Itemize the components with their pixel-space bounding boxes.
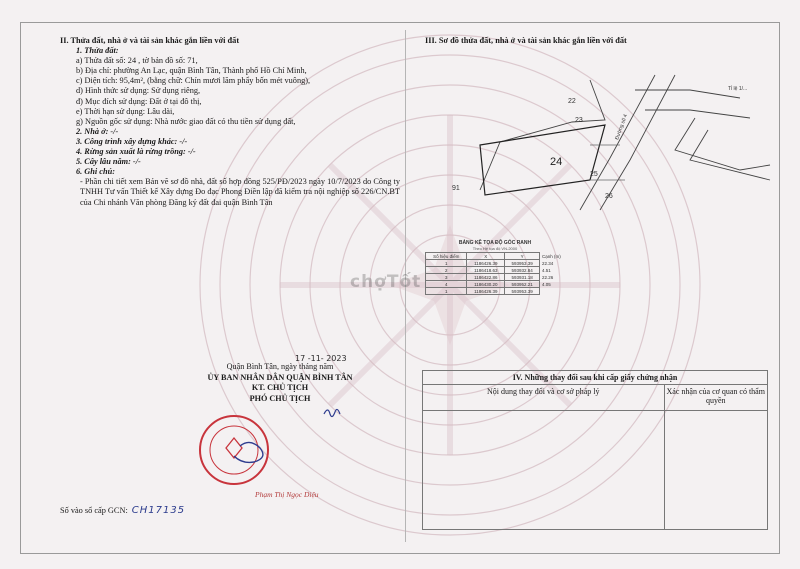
on-behalf-label: KT. CHỦ TỊCH: [251, 383, 309, 393]
table-row: 1 1186426.39 593953.39: [426, 288, 565, 295]
register-number: [60, 505, 185, 516]
changes-col-content: Nội dung thay đổi và cơ sở pháp lý: [423, 385, 665, 411]
handwritten-initial: [322, 404, 342, 420]
line-address: b) Địa chỉ: phường An Lạc, quận Bình Tân, Thành phố Hồ Chí Minh,: [76, 66, 307, 76]
col-point: Số hiệu điểm: [426, 253, 467, 260]
line-use-form: d) Hình thức sử dụng: Sử dụng riêng,: [76, 86, 201, 96]
item-3-label: 3. Công trình xây dựng khác: -/-: [76, 136, 188, 146]
signer-name: Phạm Thị Ngọc Diệu: [255, 490, 319, 499]
item-1-label: 1. Thửa đất:: [76, 46, 119, 56]
road-label-te: Tỉ lệ 1/...: [728, 86, 748, 92]
coordinate-table: [425, 240, 565, 295]
table-row: 2 1186418.63 593932.84 4.51: [426, 267, 565, 274]
changes-empty-authority: [664, 411, 768, 530]
line-use-origin: g) Nguồn gốc sử dụng: Nhà nước giao đất có thu tiền sử dụng đất,: [76, 116, 296, 126]
chotot-watermark: chợTốt: [350, 272, 422, 292]
official-red-seal: [196, 408, 276, 490]
parcel-label-91: 91: [452, 185, 460, 192]
changes-col-authority: Xác nhận của cơ quan có thẩm quyền: [664, 385, 768, 411]
section-iv-title: IV. Những thay đổi sau khi cấp giấy chứng nhận: [423, 371, 768, 385]
col-x: X: [467, 253, 505, 260]
notes-text: - Phần chi tiết xem Bản vẽ sơ đồ nhà, đất số hợp đồng 525/PĐ/2023 ngày 10/7/2023 do Công ty TNHH Tư vấn Thiết kế Xây dựng Đo đạc Phong Điền lập đã kiểm tra nội nghiệp số 226/CN.BT của Chi nhánh Văn phòng Đăng ký đất đai quận Bình Tân: [80, 177, 400, 207]
section-iii-title: III. Sơ đồ thửa đất, nhà ở và tài sản khác gắn liền với đất: [425, 36, 627, 45]
item-4-label: 4. Rừng sản xuất là rừng trồng: -/-: [76, 147, 196, 157]
table-row: 1 1186426.39 593953.39 22.34: [426, 260, 565, 267]
parcel-label-25: 25: [590, 171, 598, 178]
parcel-label-23: 23: [575, 117, 583, 124]
line-use-purpose: đ) Mục đích sử dụng: Đất ở tại đô thị,: [76, 96, 202, 106]
signer-title: PHÓ CHỦ TỊCH: [249, 393, 311, 403]
place-date-line: Quận Bình Tân, ngày tháng năm: [226, 362, 334, 371]
parcel-sketch-map: [440, 70, 775, 235]
coordinate-table-title: BẢNG KÊ TỌA ĐỘ GÓC RANH: [458, 240, 532, 246]
handwritten-date: 17 -11- 2023: [295, 354, 347, 363]
line-use-term: e) Thời hạn sử dụng: Lâu dài,: [76, 106, 175, 116]
issuing-authority: ỦY BAN NHÂN DÂN QUẬN BÌNH TÂN: [207, 372, 353, 382]
item-2-label: 2. Nhà ở: -/-: [76, 126, 119, 136]
changes-table: [422, 370, 768, 530]
table-row: 4 1186430.20 593952.21 4.05: [426, 281, 565, 288]
item-5-label: 5. Cây lâu năm: -/-: [76, 157, 141, 167]
coordinate-table-subtitle: Theo Hệ tọa độ VN-2000: [472, 246, 518, 251]
left-column: [60, 36, 400, 208]
line-parcel-number: a) Thửa đất số: 24 , tờ bản đồ số: 71,: [76, 56, 198, 66]
changes-empty-content: [423, 411, 665, 530]
road-label-street: Đường số 4: [614, 113, 629, 141]
section-ii-title: II. Thửa đất, nhà ở và tài sản khác gắn liền với đất: [60, 36, 240, 45]
table-row: 3 1186422.86 593931.18 22.26: [426, 274, 565, 281]
signature-block: [190, 354, 370, 404]
col-length: Cạnh (m): [542, 253, 561, 259]
col-y: Y: [505, 253, 540, 260]
register-label: Số vào sổ cấp GCN:: [60, 506, 128, 515]
register-value: CH17135: [131, 505, 186, 516]
notes-label: 6. Ghi chú:: [76, 167, 115, 177]
parcel-label-24: 24: [550, 156, 563, 168]
parcel-label-22: 22: [568, 98, 576, 105]
line-area: c) Diện tích: 95,4m², (bằng chữ: Chín mươi lăm phẩy bốn mét vuông),: [76, 76, 311, 86]
parcel-label-26: 26: [605, 193, 613, 200]
